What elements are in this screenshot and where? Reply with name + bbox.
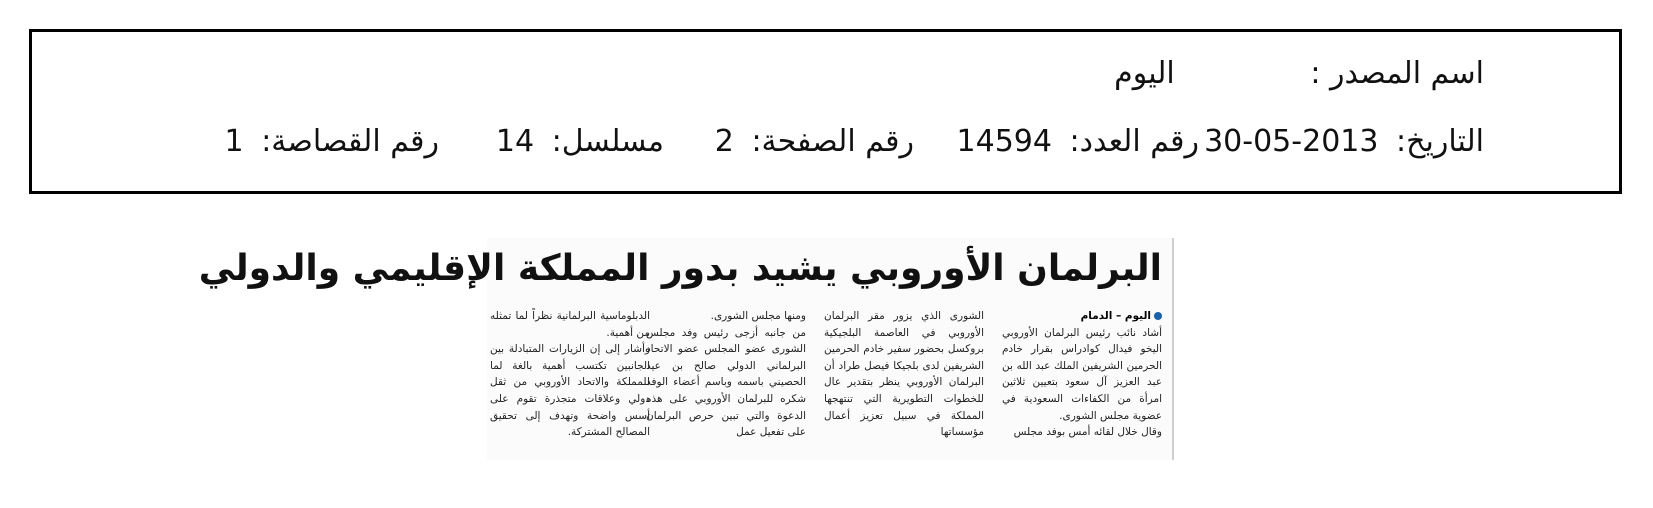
- issue-label: رقم العدد:: [1069, 124, 1199, 159]
- page-label: رقم الصفحة:: [751, 124, 914, 159]
- article-column-2: [824, 308, 984, 441]
- clipping-value: 1: [224, 124, 244, 159]
- source-value: اليوم: [1114, 56, 1175, 91]
- clipping-label: رقم القصاصة:: [261, 124, 439, 159]
- article-paragraph: وأشار إلى إن الزيارات المتبادلة بين الجانبين تكتسب أهمية بالغة لما للمملكة والاتحاد الأوروبي من ثقل دولي وعلاقات متجذرة تقوم على أسس واضحة وتهدف إلى تحقيق المصالح المشتركة.: [490, 343, 650, 439]
- issue-value: 14594: [956, 124, 1052, 159]
- article-paragraph: الشورى الذي يزور مقر البرلمان الأوروبي في العاصمة البلجيكية بروكسل بحضور سفير خادم الحرمين الشريفين لدى بلجيكا فيصل طراد أن البرلمان الأوروبي ينظر بتقدير عال للخطوات التطويرية التي تنتهجها المملكة في سبيل تعزيز أعمال مؤسساتها: [824, 310, 984, 439]
- newspaper-clipping: [198, 238, 1174, 460]
- article-paragraph: من جانبه أزجى رئيس وفد مجلس الشورى عضو المجلس عضو الاتحاد البرلماني الدولي صالح بن عيد الحصيني باسمه وباسم أعضاء الوفد شكره للبرلمان الأوروبي على هذه الدعوة والتي تبين حرص البرلمان على تفعيل عمل: [646, 326, 806, 439]
- serial-value: 14: [495, 124, 535, 159]
- page-field: [715, 124, 914, 160]
- article-headline: البرلمان الأوروبي يشيد بدور المملكة الإقليمي والدولي: [198, 248, 1162, 289]
- article-paragraph: ومنها مجلس الشورى.: [710, 310, 806, 322]
- source-info-box: [29, 29, 1622, 194]
- source-label: اسم المصدر :: [1310, 56, 1484, 91]
- date-field: [1204, 124, 1484, 160]
- article-byline: اليوم – الدمام: [1080, 310, 1151, 322]
- bullet-dot-icon: [1154, 312, 1162, 320]
- page-value: 2: [714, 124, 734, 159]
- article-column-3: [646, 308, 806, 441]
- serial-label: مسلسل:: [551, 124, 664, 159]
- article-paragraph: الدبلوماسية البرلمانية نظراً لما تمثله من أهمية.: [490, 310, 650, 339]
- article-column-1: [1002, 308, 1162, 441]
- article-paragraph: وقال خلال لقائه أمس بوفد مجلس: [1013, 426, 1162, 439]
- source-line: [1114, 56, 1484, 92]
- date-value: 2013-05-30: [1204, 124, 1379, 159]
- article-column-4: [490, 308, 650, 441]
- article-paragraph: أشاد نائب رئيس البرلمان الأوروبي اليخو فيدال كوادراس بقرار خادم الحرمين الشريفين الملك عبد الله بن عبد العزيز آل سعود بتعيين ثلاثين امرأة من الكفاءات السعودية في عضوية مجلس الشورى.: [1002, 326, 1162, 422]
- issue-field: [957, 124, 1199, 160]
- serial-field: [496, 124, 664, 160]
- date-label: التاريخ:: [1396, 124, 1484, 159]
- clipping-field: [225, 124, 439, 160]
